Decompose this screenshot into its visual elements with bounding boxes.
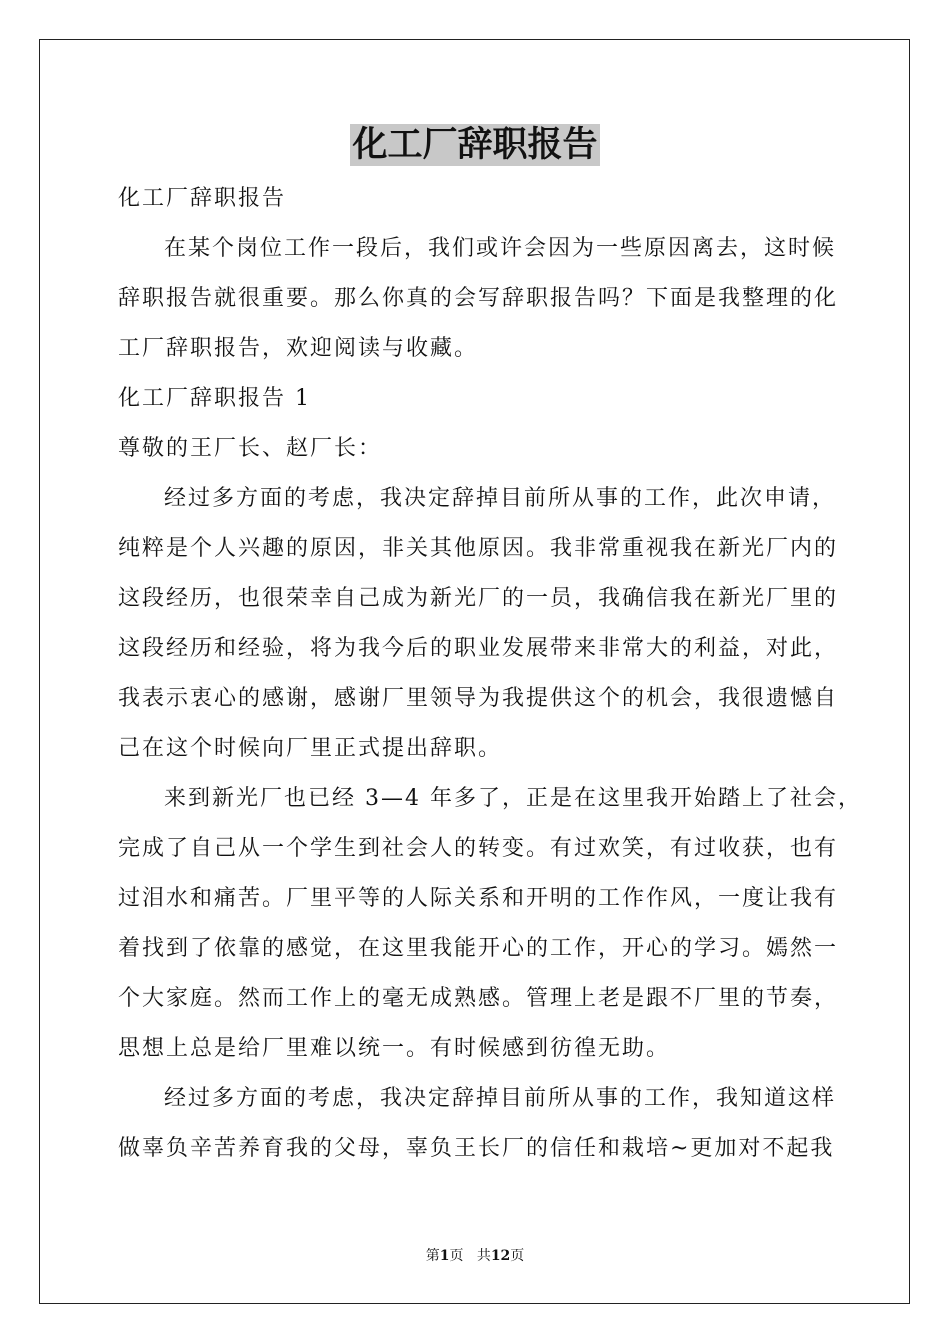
text-line: 尊敬的王厂长、赵厂长： [118, 436, 383, 461]
text-line: 化工厂辞职报告 1 [118, 386, 311, 411]
footer-page-number: 1 [439, 1248, 450, 1264]
text-line: 化工厂辞职报告 [118, 186, 287, 211]
footer-page-prefix: 第 [425, 1248, 440, 1264]
text-line: 纯粹是个人兴趣的原因，非关其他原因。我非常重视我在新光厂内的 [118, 536, 839, 561]
text-line: 在某个岗位工作一段后，我们或许会因为一些原因离去，这时候 [164, 236, 837, 261]
footer-total-suffix: 页 [510, 1248, 525, 1264]
footer-total-prefix: 共 [476, 1248, 491, 1264]
text-line: 完成了自己从一个学生到社会人的转变。有过欢笑，有过收获，也有 [118, 836, 839, 861]
text-line: 经过多方面的考虑，我决定辞掉目前所从事的工作，此次申请， [164, 486, 837, 511]
text-line: 己在这个时候向厂里正式提出辞职。 [118, 736, 503, 761]
page-footer [0, 1246, 950, 1266]
text-line: 我表示衷心的感谢，感谢厂里领导为我提供这个的机会，我很遗憾自 [118, 686, 839, 711]
text-line: 这段经历，也很荣幸自己成为新光厂的一员，我确信我在新光厂里的 [118, 586, 839, 611]
text-line: 做辜负辛苦养育我的父母，辜负王长厂的信任和栽培~更加对不起我 [118, 1136, 835, 1161]
text-line: 工厂辞职报告，欢迎阅读与收藏。 [118, 336, 479, 361]
text-line: 个大家庭。然而工作上的毫无成熟感。管理上老是跟不厂里的节奏， [118, 986, 839, 1011]
document-title: 化工厂辞职报告 [352, 124, 598, 165]
title-wrap [0, 124, 950, 166]
footer-total-pages: 12 [490, 1248, 511, 1264]
text-line: 这段经历和经验，将为我今后的职业发展带来非常大的利益，对此， [118, 636, 839, 661]
text-line: 着找到了依靠的感觉，在这里我能开心的工作，开心的学习。嫣然一 [118, 936, 839, 961]
text-line: 来到新光厂也已经 3—4 年多了，正是在这里我开始踏上了社会， [164, 786, 862, 811]
text-line: 辞职报告就很重要。那么你真的会写辞职报告吗？下面是我整理的化 [118, 286, 839, 311]
footer-page-suffix: 页 [449, 1248, 464, 1264]
document-body [118, 174, 862, 1174]
text-line: 过泪水和痛苦。厂里平等的人际关系和开明的工作作风，一度让我有 [118, 886, 839, 911]
text-line: 经过多方面的考虑，我决定辞掉目前所从事的工作，我知道这样 [164, 1086, 837, 1111]
text-line: 思想上总是给厂里难以统一。有时候感到彷徨无助。 [118, 1036, 671, 1061]
